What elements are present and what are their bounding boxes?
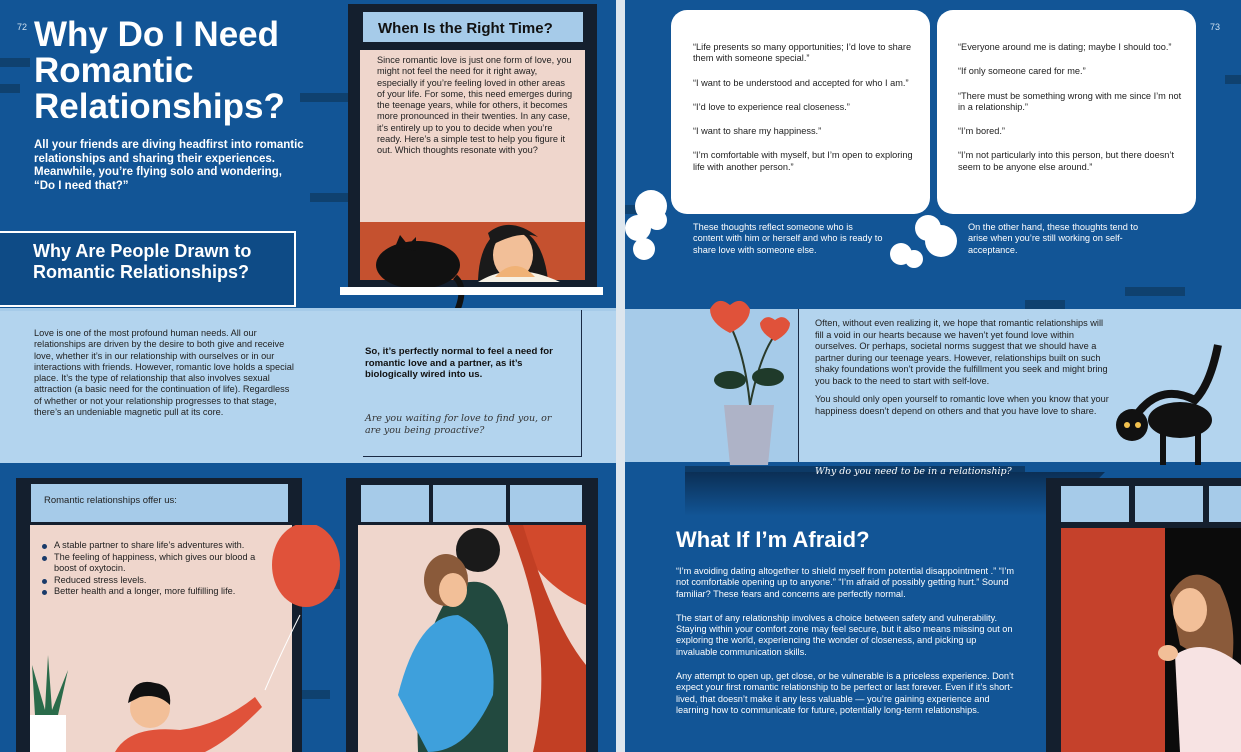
brick (0, 58, 30, 67)
cat-body (1148, 402, 1212, 438)
page-title: Why Do I Need Romantic Relationships? (34, 15, 285, 126)
thoughts-positive (693, 42, 915, 186)
balloon-shape (272, 525, 340, 607)
balloon-boy-illustration (30, 525, 345, 752)
heart-flower (710, 301, 750, 333)
glass-pane (361, 485, 429, 522)
peeking-girl-illustration (1130, 565, 1241, 752)
glass-pane (1135, 486, 1203, 522)
list-item: The feeling of happiness, which gives our blood a boost of oxytocin. (40, 552, 265, 575)
section-body: Love is one of the most profound human needs. All our relationships are driven by the desire to both give and receive love, whether it’s in our relationship with ourselves or in our interactions with friends. However, romantic love holds a special place. It’s the type of relationship that also involves sexual attraction (a basic need for the continuation of life). Regardless of whether or not your relationship progresses to that stage, there’s an undeniable magnetic pull at its core. (34, 328, 294, 418)
flower-pot (724, 405, 774, 465)
plant-stems (730, 325, 775, 405)
thought-text: “There must be something wrong with me since I’m not in a relationship.” (958, 90, 1182, 112)
brick (1025, 300, 1065, 309)
note-negative: On the other hand, these thoughts tend to arise when you’re still working on self-acceptance. (968, 222, 1139, 255)
cat-eye (1135, 422, 1141, 428)
shirt-shape (1175, 647, 1241, 752)
brick (310, 193, 348, 202)
hugging-couple-illustration (358, 525, 586, 752)
face-shape (439, 573, 467, 607)
paragraph: You should only open yourself to romantic love when you know that your happiness doesn’t depend on others and that you have love to share. (815, 394, 1109, 416)
thought-text: “I want to share my happiness.” (693, 126, 822, 137)
hand-shape (1158, 645, 1178, 661)
thought-text: “Life presents so many opportunities; I’d love to share them with someone special.” (693, 42, 912, 64)
paragraph: The start of any relationship involves a choice between safety and vulnerability. Staying within your comfort zone may feel secure, but it also means missing out on exploring the world, experiencing the wonder of closeness, and picking up invaluable communication skills. (676, 612, 1013, 657)
window-sill (340, 287, 603, 295)
heart-flower (760, 317, 790, 341)
thought-text: “If only someone cared for me.” (958, 66, 1086, 77)
thought-text: “I’m bored.” (958, 126, 1005, 137)
balloon-string (265, 615, 300, 690)
paragraph: Often, without even realizing it, we hope that romantic relationships will fill a void in our hearts because we haven’t yet found love within ourselves. Or perhaps, societal norms suggest that we should have a partner during our teenage years. However, relationships built on such shaky foundations won’t provide the fulfillment you seek and might bring you back to the need to start with self-love. (815, 318, 1108, 386)
note-positive: These thoughts reflect someone who is content with him or herself and who is ready to share love with someone else. (693, 222, 883, 255)
cat-leg (1160, 430, 1166, 465)
cat-leg (1195, 430, 1201, 465)
glass-pane (1061, 486, 1129, 522)
cat-head (1116, 409, 1148, 441)
glass-pane (433, 485, 506, 522)
brick (0, 84, 20, 93)
brick (1225, 75, 1241, 84)
glass-pane (1209, 486, 1241, 522)
leaf-shape (714, 371, 746, 389)
afraid-heading: What If I’m Afraid? (676, 527, 870, 552)
right-time-title: When Is the Right Time? (378, 20, 553, 37)
list-item: A stable partner to share life’s adventures with. (40, 540, 265, 552)
thoughts-negative (958, 42, 1183, 186)
plant-pot (30, 715, 66, 752)
thought-cloud (633, 238, 655, 260)
thought-text: “I’m not particularly into this person, but there doesn’t seem to be anyone else around.” (958, 150, 1175, 172)
glass-pane (510, 485, 582, 522)
list-item: Better health and a longer, more fulfilling life. (40, 586, 265, 598)
thought-cloud (647, 210, 667, 230)
page-number: 73 (1210, 22, 1221, 32)
cat-body (376, 241, 460, 289)
handwritten-note: Are you waiting for love to find you, or are you being proactive? (365, 413, 552, 436)
band-text (815, 318, 1110, 424)
shelf-shadow (685, 472, 1105, 516)
thought-text: “I’m comfortable with myself, but I’m open to exploring life with another person.” (693, 150, 913, 172)
page-number: 72 (17, 22, 28, 32)
thought-cloud (925, 225, 957, 257)
leaf-shape (752, 368, 784, 386)
thought-text: “I’d love to experience real closeness.” (693, 101, 850, 112)
potted-flowers-illustration (700, 295, 810, 470)
thought-text: “Everyone around me is dating; maybe I should too.” (958, 42, 1172, 52)
paragraph: Any attempt to open up, get close, or be vulnerable is a priceless experience. Don’t expect your first romantic relationship to be perfect or last forever. Even if it’s short-lived, that doesn’t make it any less valuable — you’re gaining experience and learning how to communicate for future, potentially long-term relationships. (676, 671, 1014, 715)
offers-label: Romantic relationships offer us: (44, 495, 177, 506)
section-heading-box (0, 231, 296, 307)
cat-eye (1124, 422, 1130, 428)
paragraph: “I’m avoiding dating altogether to shield myself from potential disappointment .” “I’m not comfortable opening up to anyone.” “I’m afraid of possibly getting hurt.” Sound familiar? These fears and concerns are perfectly normal. (676, 566, 1015, 599)
brick (1125, 287, 1185, 296)
page-gutter (616, 0, 625, 752)
face-shape (1173, 588, 1207, 632)
plant-leaves (32, 655, 68, 715)
black-cat-illustration (1110, 325, 1230, 470)
intro-text: All your friends are diving headfirst into romantic relationships and sharing their experiences. Meanwhile, you’re flying solo and wondering, “Do I need that?” (34, 139, 304, 192)
bold-quote: So, it’s perfectly normal to feel a need for romantic love and a partner, as it’s biologically wired into us. (365, 346, 553, 380)
afraid-text (676, 566, 1019, 729)
handwritten-note: Why do you need to be in a relationship? (815, 466, 1012, 477)
list-item: Reduced stress levels. (40, 575, 265, 587)
thought-cloud (905, 250, 923, 268)
right-page (625, 0, 1241, 752)
section-heading: Why Are People Drawn to Romantic Relationships? (33, 241, 252, 282)
left-page (0, 0, 616, 752)
thought-text: “I want to be understood and accepted for who I am.” (693, 77, 909, 88)
right-time-body: Since romantic love is just one form of love, you might not feel the need for it right away, especially if you’re feeling loved in other areas of your life. For some, this need emerges during the teenage years, while for others, it becomes more pronounced in their twenties. In any case, it’s entirely up to you to decide when you’re ready. Here’s a simple test to help you figure it out. Which thoughts resonate with you? (377, 55, 573, 156)
